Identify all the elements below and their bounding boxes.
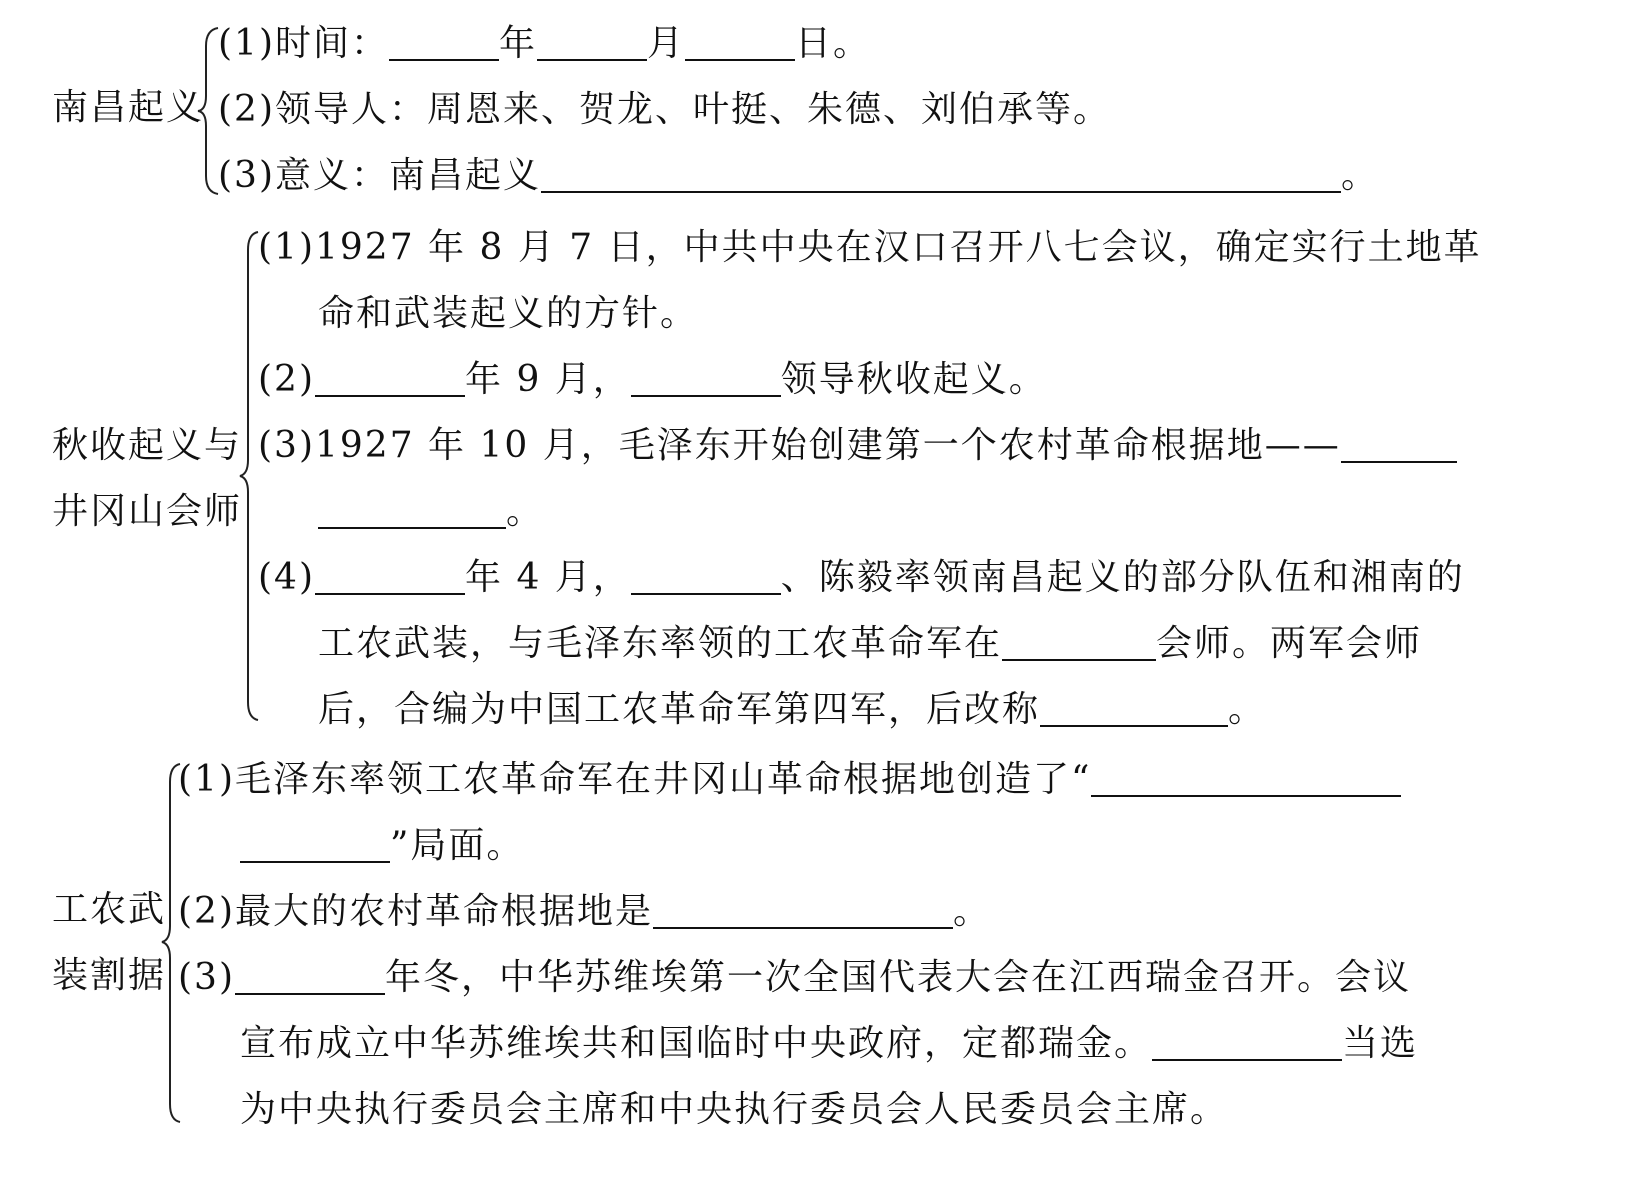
section-title: 南昌起义 — [52, 87, 205, 128]
fill-blank[interactable] — [235, 959, 385, 995]
list-item: (2)领导人：周恩来、贺龙、叶挺、朱德、刘伯承等。 — [218, 89, 1112, 130]
fill-blank[interactable] — [631, 361, 781, 397]
fill-blank[interactable] — [653, 893, 953, 929]
fill-blank[interactable] — [685, 25, 795, 61]
fill-blank[interactable] — [240, 827, 390, 863]
fill-blank[interactable] — [1091, 761, 1401, 797]
fill-blank[interactable] — [318, 493, 506, 529]
list-item-continuation: 为中央执行委员会主席和中央执行委员会人民委员会主席。 — [240, 1089, 1229, 1130]
fill-blank[interactable] — [1040, 691, 1228, 727]
left-brace-icon — [160, 762, 184, 1124]
fill-blank[interactable] — [541, 157, 1341, 193]
fill-blank[interactable] — [1341, 427, 1457, 463]
list-item: (1)1927 年 8 月 7 日，中共中央在汉口召开八七会议，确定实行土地革 — [258, 227, 1482, 268]
list-item: (2)最大的农村革命根据地是 。 — [178, 891, 992, 932]
section-title: 秋收起义与 — [52, 425, 243, 466]
section-title: 工农武 — [52, 889, 167, 930]
list-item: (1)时间： 年 月 日。 — [218, 23, 872, 64]
list-item: (3)1927 年 10 月，毛泽东开始创建第一个农村革命根据地—— — [258, 424, 1457, 468]
list-item: (3) 年冬，中华苏维埃第一次全国代表大会在江西瑞金召开。会议 — [178, 957, 1412, 998]
list-item-continuation: 命和武装起义的方针。 — [318, 293, 699, 334]
left-brace-icon — [238, 230, 262, 722]
section-title: 装割据 — [52, 955, 167, 996]
fill-blank[interactable] — [1002, 625, 1156, 661]
list-item: (2) 年 9 月， 领导秋收起义。 — [258, 359, 1047, 400]
fill-blank[interactable] — [315, 559, 465, 595]
fill-blank[interactable] — [537, 25, 647, 61]
list-item: (4) 年 4 月， 、陈毅率领南昌起义的部分队伍和湘南的 — [258, 557, 1465, 598]
list-item-continuation: 。 — [318, 490, 544, 534]
list-item-continuation: ”局面。 — [240, 824, 524, 868]
list-item-continuation: 工农武装，与毛泽东率领的工农革命军在 会师。两军会师 — [318, 623, 1423, 664]
list-item: (1)毛泽东率领工农革命军在井冈山革命根据地创造了“ — [178, 758, 1401, 802]
list-item-continuation: 宣布成立中华苏维埃共和国临时中央政府，定都瑞金。 当选 — [240, 1023, 1419, 1064]
fill-blank[interactable] — [631, 559, 781, 595]
list-item: (3)意义：南昌起义 。 — [218, 155, 1380, 196]
section-title: 井冈山会师 — [52, 491, 243, 532]
fill-blank[interactable] — [389, 25, 499, 61]
fill-blank[interactable] — [1152, 1025, 1342, 1061]
list-item-continuation: 后，合编为中国工农革命军第四军，后改称 。 — [318, 689, 1267, 730]
fill-blank[interactable] — [315, 361, 465, 397]
